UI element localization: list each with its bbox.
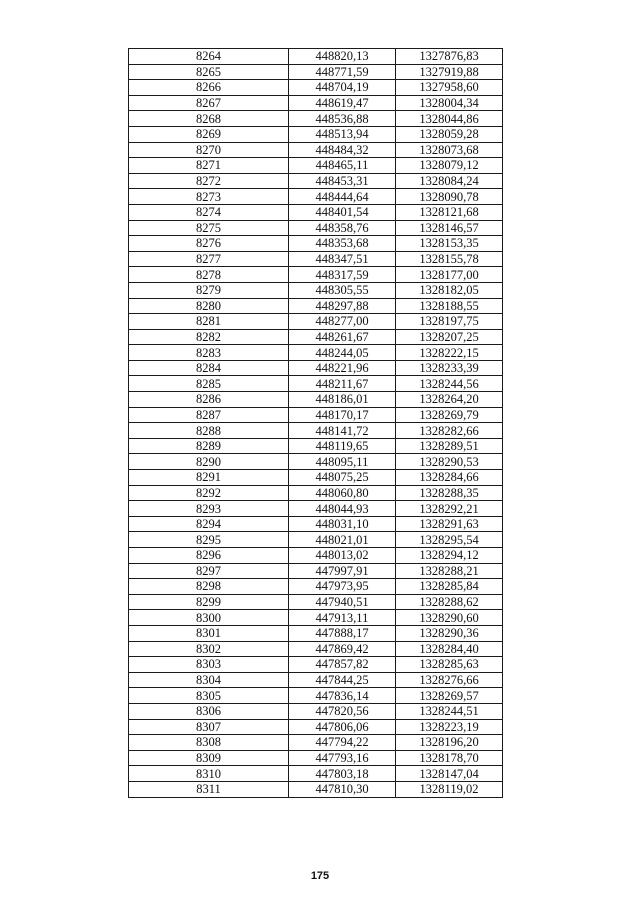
point-number-cell: 8290 [129,454,289,470]
point-number-cell: 8309 [129,750,289,766]
y-coordinate-cell: 1328059,28 [396,126,503,142]
table-row [129,594,503,610]
x-coordinate-cell: 448186,01 [289,392,396,408]
point-number-cell: 8281 [129,314,289,330]
y-coordinate-cell: 1328285,84 [396,579,503,595]
y-coordinate-cell: 1328119,02 [396,781,503,797]
table-row [129,298,503,314]
point-number-cell: 8308 [129,735,289,751]
point-number-cell: 8291 [129,470,289,486]
x-coordinate-cell: 448297,88 [289,298,396,314]
table-row [129,688,503,704]
table-row [129,719,503,735]
y-coordinate-cell: 1328084,24 [396,173,503,189]
table-row [129,781,503,797]
point-number-cell: 8270 [129,142,289,158]
table-row [129,314,503,330]
table-row [129,95,503,111]
y-coordinate-cell: 1328147,04 [396,766,503,782]
point-number-cell: 8280 [129,298,289,314]
table-row [129,376,503,392]
x-coordinate-cell: 448095,11 [289,454,396,470]
point-number-cell: 8288 [129,423,289,439]
x-coordinate-cell: 447803,18 [289,766,396,782]
x-coordinate-cell: 447940,51 [289,594,396,610]
table-row [129,579,503,595]
x-coordinate-cell: 448444,64 [289,189,396,205]
y-coordinate-cell: 1328290,60 [396,610,503,626]
x-coordinate-cell: 448141,72 [289,423,396,439]
point-number-cell: 8298 [129,579,289,595]
table-row [129,392,503,408]
table-row [129,126,503,142]
x-coordinate-cell: 447794,22 [289,735,396,751]
y-coordinate-cell: 1328223,19 [396,719,503,735]
x-coordinate-cell: 448317,59 [289,267,396,283]
x-coordinate-cell: 448353,68 [289,236,396,252]
y-coordinate-cell: 1328004,34 [396,95,503,111]
point-number-cell: 8297 [129,563,289,579]
x-coordinate-cell: 448536,88 [289,111,396,127]
y-coordinate-cell: 1328264,20 [396,392,503,408]
y-coordinate-cell: 1328222,15 [396,345,503,361]
table-row [129,750,503,766]
x-coordinate-cell: 447857,82 [289,657,396,673]
table-row [129,142,503,158]
x-coordinate-cell: 448060,80 [289,485,396,501]
y-coordinate-cell: 1328090,78 [396,189,503,205]
table-row [129,329,503,345]
x-coordinate-cell: 448704,19 [289,80,396,96]
table-row [129,158,503,174]
x-coordinate-cell: 447806,06 [289,719,396,735]
table-row [129,548,503,564]
y-coordinate-cell: 1328155,78 [396,251,503,267]
table-row [129,641,503,657]
y-coordinate-cell: 1328244,56 [396,376,503,392]
y-coordinate-cell: 1328269,57 [396,688,503,704]
table-row [129,501,503,517]
table-row [129,423,503,439]
table-row [129,657,503,673]
table-row [129,111,503,127]
point-number-cell: 8287 [129,407,289,423]
y-coordinate-cell: 1328177,00 [396,267,503,283]
point-number-cell: 8269 [129,126,289,142]
point-number-cell: 8266 [129,80,289,96]
x-coordinate-cell: 447973,95 [289,579,396,595]
table-row [129,454,503,470]
point-number-cell: 8311 [129,781,289,797]
point-number-cell: 8303 [129,657,289,673]
point-number-cell: 8304 [129,672,289,688]
y-coordinate-cell: 1328284,66 [396,470,503,486]
x-coordinate-cell: 448277,00 [289,314,396,330]
point-number-cell: 8271 [129,158,289,174]
table-row [129,220,503,236]
y-coordinate-cell: 1328073,68 [396,142,503,158]
x-coordinate-cell: 448221,96 [289,360,396,376]
y-coordinate-cell: 1328290,36 [396,625,503,641]
table-row [129,672,503,688]
y-coordinate-cell: 1328244,51 [396,703,503,719]
y-coordinate-cell: 1328294,12 [396,548,503,564]
table-row [129,360,503,376]
table-row [129,532,503,548]
y-coordinate-cell: 1328284,40 [396,641,503,657]
y-coordinate-cell: 1328146,57 [396,220,503,236]
x-coordinate-cell: 448170,17 [289,407,396,423]
point-number-cell: 8301 [129,625,289,641]
point-number-cell: 8305 [129,688,289,704]
x-coordinate-cell: 447888,17 [289,625,396,641]
table-row [129,703,503,719]
y-coordinate-cell: 1328182,05 [396,282,503,298]
y-coordinate-cell: 1328269,79 [396,407,503,423]
point-number-cell: 8283 [129,345,289,361]
point-number-cell: 8279 [129,282,289,298]
table-row [129,516,503,532]
table-row [129,282,503,298]
y-coordinate-cell: 1328292,21 [396,501,503,517]
y-coordinate-cell: 1328291,63 [396,516,503,532]
table-row [129,189,503,205]
table-row [129,236,503,252]
point-number-cell: 8300 [129,610,289,626]
point-number-cell: 8276 [129,236,289,252]
x-coordinate-cell: 448044,93 [289,501,396,517]
table-row [129,610,503,626]
x-coordinate-cell: 448820,13 [289,49,396,65]
x-coordinate-cell: 447836,14 [289,688,396,704]
y-coordinate-cell: 1327876,83 [396,49,503,65]
point-number-cell: 8264 [129,49,289,65]
y-coordinate-cell: 1327958,60 [396,80,503,96]
y-coordinate-cell: 1328289,51 [396,438,503,454]
x-coordinate-cell: 448484,32 [289,142,396,158]
point-number-cell: 8284 [129,360,289,376]
y-coordinate-cell: 1328295,54 [396,532,503,548]
x-coordinate-cell: 448401,54 [289,204,396,220]
coordinate-table [128,48,503,798]
y-coordinate-cell: 1328153,35 [396,236,503,252]
y-coordinate-cell: 1328079,12 [396,158,503,174]
table-row [129,735,503,751]
point-number-cell: 8294 [129,516,289,532]
table-row [129,625,503,641]
point-number-cell: 8307 [129,719,289,735]
point-number-cell: 8299 [129,594,289,610]
point-number-cell: 8277 [129,251,289,267]
table-row [129,173,503,189]
y-coordinate-cell: 1328197,75 [396,314,503,330]
x-coordinate-cell: 447997,91 [289,563,396,579]
x-coordinate-cell: 448119,65 [289,438,396,454]
point-number-cell: 8302 [129,641,289,657]
point-number-cell: 8310 [129,766,289,782]
table-row [129,80,503,96]
point-number-cell: 8286 [129,392,289,408]
x-coordinate-cell: 447844,25 [289,672,396,688]
x-coordinate-cell: 448013,02 [289,548,396,564]
x-coordinate-cell: 448244,05 [289,345,396,361]
y-coordinate-cell: 1328207,25 [396,329,503,345]
point-number-cell: 8273 [129,189,289,205]
x-coordinate-cell: 448021,01 [289,532,396,548]
point-number-cell: 8265 [129,64,289,80]
point-number-cell: 8278 [129,267,289,283]
x-coordinate-cell: 448358,76 [289,220,396,236]
page-number: 175 [310,870,330,882]
x-coordinate-cell: 447913,11 [289,610,396,626]
x-coordinate-cell: 448031,10 [289,516,396,532]
table-row [129,766,503,782]
point-number-cell: 8274 [129,204,289,220]
x-coordinate-cell: 447810,30 [289,781,396,797]
y-coordinate-cell: 1328288,21 [396,563,503,579]
table-row [129,64,503,80]
point-number-cell: 8282 [129,329,289,345]
table-row [129,470,503,486]
table-row [129,49,503,65]
x-coordinate-cell: 448453,31 [289,173,396,189]
table-row [129,267,503,283]
y-coordinate-cell: 1328285,63 [396,657,503,673]
x-coordinate-cell: 447793,16 [289,750,396,766]
table-row [129,438,503,454]
point-number-cell: 8272 [129,173,289,189]
table-row [129,407,503,423]
point-number-cell: 8295 [129,532,289,548]
table-row [129,345,503,361]
y-coordinate-cell: 1328288,62 [396,594,503,610]
y-coordinate-cell: 1328288,35 [396,485,503,501]
x-coordinate-cell: 448465,11 [289,158,396,174]
table-row [129,485,503,501]
x-coordinate-cell: 448347,51 [289,251,396,267]
point-number-cell: 8296 [129,548,289,564]
x-coordinate-cell: 448771,59 [289,64,396,80]
table-row [129,251,503,267]
x-coordinate-cell: 447869,42 [289,641,396,657]
y-coordinate-cell: 1327919,88 [396,64,503,80]
point-number-cell: 8285 [129,376,289,392]
y-coordinate-cell: 1328178,70 [396,750,503,766]
y-coordinate-cell: 1328121,68 [396,204,503,220]
point-number-cell: 8289 [129,438,289,454]
x-coordinate-cell: 448075,25 [289,470,396,486]
y-coordinate-cell: 1328233,39 [396,360,503,376]
y-coordinate-cell: 1328044,86 [396,111,503,127]
coordinate-table-body [129,49,503,798]
y-coordinate-cell: 1328282,66 [396,423,503,439]
x-coordinate-cell: 448261,67 [289,329,396,345]
table-row [129,204,503,220]
x-coordinate-cell: 448305,55 [289,282,396,298]
point-number-cell: 8293 [129,501,289,517]
y-coordinate-cell: 1328188,55 [396,298,503,314]
point-number-cell: 8268 [129,111,289,127]
point-number-cell: 8267 [129,95,289,111]
y-coordinate-cell: 1328290,53 [396,454,503,470]
point-number-cell: 8292 [129,485,289,501]
point-number-cell: 8275 [129,220,289,236]
y-coordinate-cell: 1328196,20 [396,735,503,751]
x-coordinate-cell: 448619,47 [289,95,396,111]
x-coordinate-cell: 447820,56 [289,703,396,719]
point-number-cell: 8306 [129,703,289,719]
y-coordinate-cell: 1328276,66 [396,672,503,688]
x-coordinate-cell: 448211,67 [289,376,396,392]
table-row [129,563,503,579]
x-coordinate-cell: 448513,94 [289,126,396,142]
